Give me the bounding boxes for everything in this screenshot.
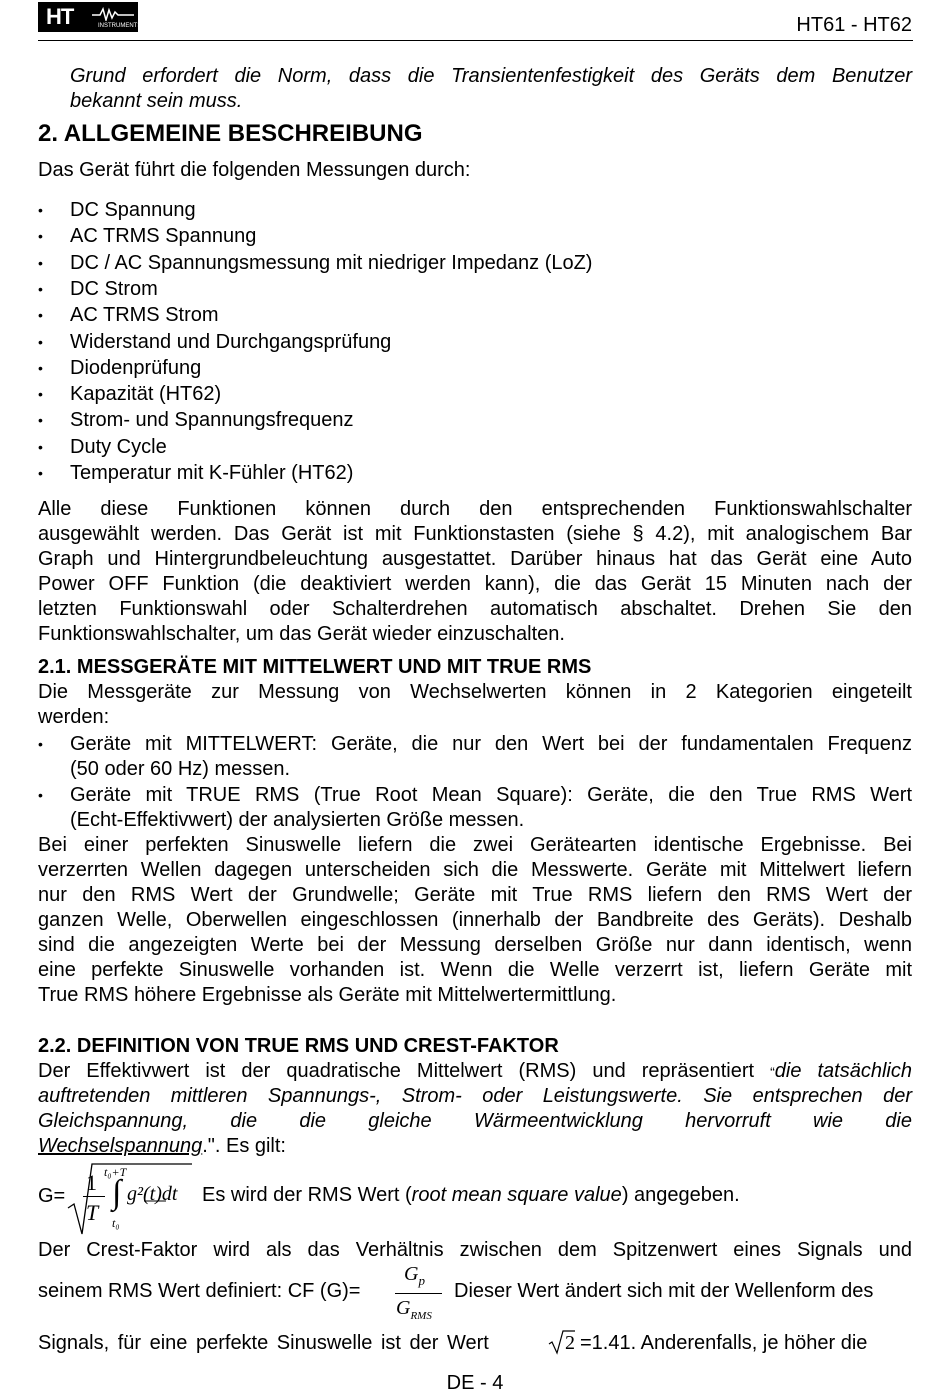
bullet-glyph: • [38,307,43,323]
rms-definition-text [202,1184,740,1207]
section-2-para-line: Graph und Hintergrundbeleuchtung ausgestattet. Darüber hinaus hat das Gerät eine Auto [38,548,912,570]
formula-T: T [86,1200,99,1225]
section-2-2-line-4 [38,1134,912,1159]
section-2-1-para-line: nur den RMS Wert der Grundwelle; Geräte mit True RMS liefern den RMS Wert der [38,884,912,906]
bullet-glyph: • [38,202,43,218]
section-2-para-line: ausgewählt werden. Das Gerät ist mit Funktionstasten (siehe § 4.2), mit analogischem Bar [38,523,912,545]
crest-line-2a: seinem RMS Wert definiert: CF (G)= [38,1280,361,1302]
section-2-para-line: letzten Funktionswahl oder Schalterdrehen automatisch abschaltet. Drehen Sie den [38,598,912,620]
measurement-list-item: Kapazität (HT62) [70,383,222,405]
section-2-2-heading: 2.2. DEFINITION VON TRUE RMS UND CREST-FAKTOR [38,1035,559,1057]
section-2-1-para-line: sind die angezeigten Werte bei der Messung derselben Größe nur dann identisch, wenn [38,934,912,956]
measurement-list-item: Duty Cycle [70,436,167,458]
bullet-glyph: • [38,736,43,752]
section-2-1-bullet-2-line-2: (Echt-Effektivwert) der analysierten Größe messen. [70,809,525,831]
measurement-list-item: Diodenprüfung [70,357,202,379]
section-2-2-line-1-italic: die tatsächlich [774,1060,912,1082]
section-2-1-para-line: True RMS höhere Ergebnisse als Geräte mit Mittelwertermittlung. [38,984,617,1006]
section-2-2-line-4-text: .". Es gilt: [202,1135,286,1157]
section-2-1-bullet-1-line-2: (50 oder 60 Hz) messen. [70,758,291,780]
measurement-list-item: AC TRMS Strom [70,304,219,326]
bullet-glyph: • [38,787,43,803]
header-rule [38,40,913,41]
measurement-list-item: Widerstand und Durchgangsprüfung [70,331,392,353]
formula-upper-limit: t₀+T [104,1165,127,1179]
section-2-lead: Das Gerät führt die folgenden Messungen durch: [38,159,471,181]
measurement-list-item: Temperatur mit K-Fühler (HT62) [70,462,354,484]
section-2-1-intro-line: Die Messgeräte zur Messung von Wechselwerten können in 2 Kategorien eingeteilt [38,681,912,703]
opening-quote: “ [770,1064,775,1080]
measurement-list-item: DC Spannung [70,199,196,221]
bullet-glyph: • [38,228,43,244]
bullet-glyph: • [38,255,43,271]
section-2-para-line: Alle diese Funktionen können durch den entsprechenden Funktionswahlschalter [38,498,912,520]
formula-fraction-bar [83,1196,105,1197]
rms-text-italic: root mean square value [411,1184,622,1206]
section-2-2-line-2: auftretenden mittleren Spannungs-, Strom- oder Leistungswerte. Sie entsprechen der [38,1085,912,1107]
measurement-list-item: Strom- und Spannungsfrequenz [70,409,354,431]
section-2-1-bullet-1-line-1: Geräte mit MITTELWERT: Geräte, die nur den Wert bei der fundamentalen Frequenz [70,733,912,755]
cf-numerator-text: $G_p$ [404,1263,425,1288]
cf-fraction-bar [395,1293,442,1294]
section-2-1-heading: 2.1. MESSGERÄTE MIT MITTELWERT UND MIT TRUE RMS [38,656,592,678]
bullet-glyph: • [38,439,43,455]
section-2-1-intro-line: werden: [38,706,110,728]
integral-sign: ∫ [112,1174,122,1211]
cf-numerator [404,1263,425,1289]
section-2-para-line: Power OFF Funktion (die deaktiviert werden kann), die das Gerät 15 Minuten nach der [38,573,912,595]
cf-denominator [396,1297,432,1322]
cf-denominator-text: $G_{RMS}$ [396,1297,432,1322]
measurement-list-item: DC Strom [70,278,158,300]
formula-prefix: G= [38,1185,66,1207]
page-number: DE - 4 [446,1372,504,1394]
crest-line-3a: Signals, für eine perfekte Sinuswelle ist der Wert [38,1332,489,1354]
rms-text-a: Es wird der RMS Wert ( [202,1184,412,1206]
bullet-glyph: • [38,360,43,376]
measurement-list-item: AC TRMS Spannung [70,225,257,247]
logo-wave-icon [92,7,134,21]
formula-lower-limit: t₀ [112,1216,120,1230]
section-2-1-bullet-2-line-1: Geräte mit TRUE RMS (True Root Mean Square): Geräte, die den True RMS Wert [70,784,912,806]
sqrt-argument: 2 [565,1332,575,1354]
logo-subtext: INSTRUMENTS [98,23,142,29]
bullet-glyph: • [38,281,43,297]
logo-text: HT [46,4,74,29]
bullet-glyph: • [38,386,43,402]
section-2-1-para-line: Bei einer perfekten Sinuswelle liefern die zwei Gerätearten identische Ergebnisse. Bei [38,834,912,856]
section-2-2-line-1 [38,1059,912,1085]
measurement-list-item: DC / AC Spannungsmessung mit niedriger Impedanz (LoZ) [70,252,593,274]
section-2-2-line-3: Gleichspannung, die die gleiche Wärmeentwicklung hervorruft wie die [38,1110,912,1132]
rms-text-b: ) angegeben. [621,1184,740,1206]
formula-one: 1 [86,1170,97,1195]
section-2-para-line: Funktionswahlschalter, um das Gerät wieder einzuschalten. [38,623,565,645]
bullet-glyph: • [38,465,43,481]
section-2-1-para-line: ganzen Welle, Oberwellen eingeschlossen (innerhalb der Bandbreite des Geräts). Deshalb [38,909,912,931]
crest-line-3b: =1.41. Anderenfalls, je höher die [580,1332,868,1354]
header-model: HT61 - HT62 [796,14,912,36]
section-2-2-line-4-italic: Wechselspannung [38,1135,203,1157]
bullet-glyph: • [38,412,43,428]
section-2-2-line-1-text: Der Effektivwert ist der quadratische Mittelwert (RMS) und repräsentiert [38,1060,771,1082]
section-2-heading: 2. ALLGEMEINE BESCHREIBUNG [38,120,423,147]
formula-integrand: g²(t)dt [127,1183,178,1205]
section-2-1-para-line: verzerrten Wellen dagegen unterscheiden sich die Messwerte. Geräte mit Mittelwert liefern [38,859,912,881]
section-2-1-para-line: eine perfekte Sinuswelle vorhanden ist. Wenn die Welle verzerrt ist, liefern Geräte mit [38,959,912,981]
crest-line-1: Der Crest-Faktor wird als das Verhältnis zwischen dem Spitzenwert eines Signals und [38,1239,912,1261]
intro-line-2: bekannt sein muss. [70,90,243,112]
bullet-glyph: • [38,334,43,350]
crest-line-2b: Dieser Wert ändert sich mit der Wellenform des [454,1280,874,1302]
ht-instruments-logo [38,2,142,32]
intro-line-1: Grund erfordert die Norm, dass die Transientenfestigkeit des Geräts dem Benutzer [70,65,912,87]
